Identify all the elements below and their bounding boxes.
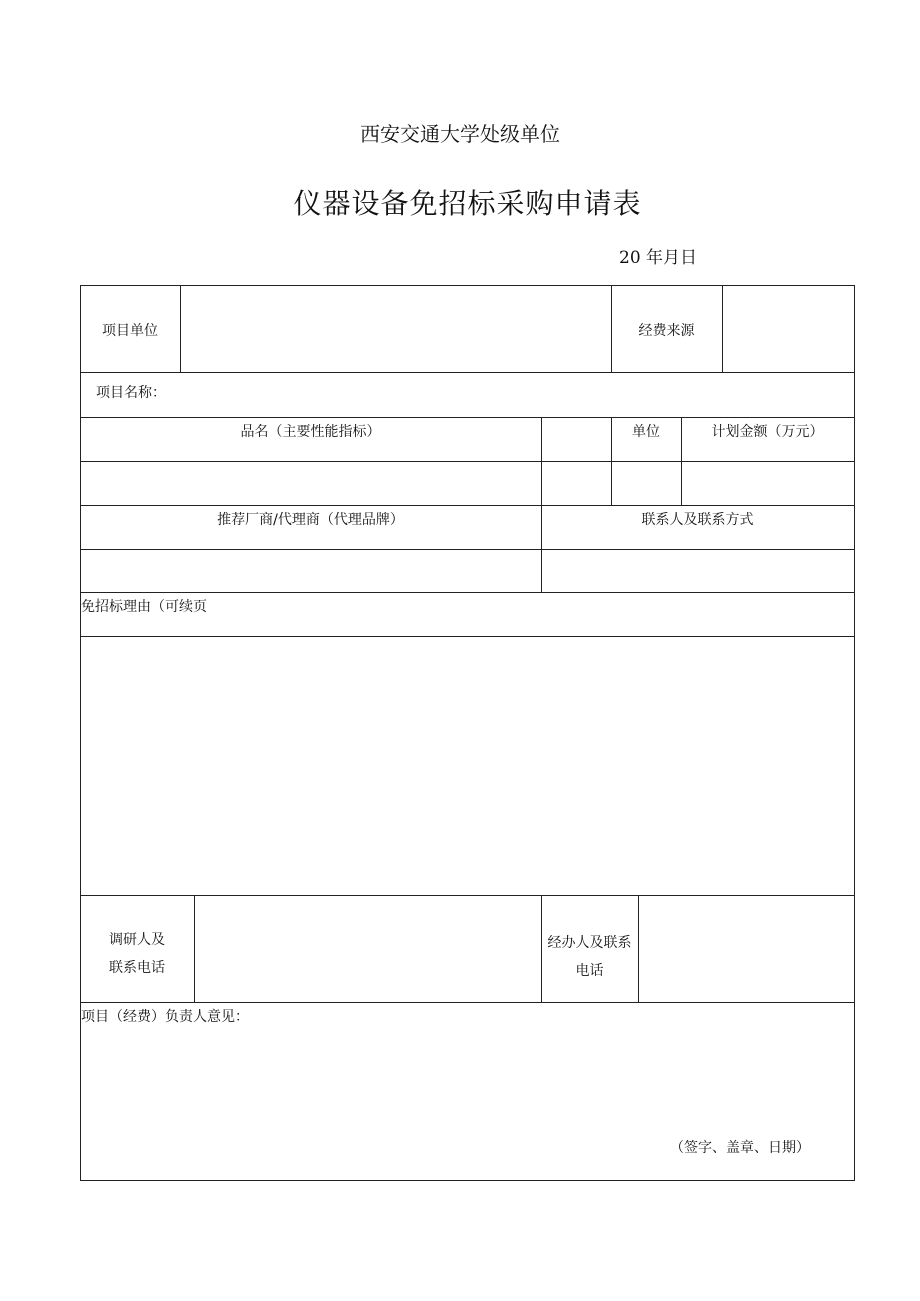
researcher-field[interactable] bbox=[195, 896, 541, 1002]
unit-field[interactable] bbox=[612, 462, 681, 505]
item-name-header: 品名（主要性能指标） bbox=[240, 424, 381, 440]
unit-header: 单位 bbox=[632, 424, 660, 440]
quantity-field[interactable] bbox=[542, 462, 611, 505]
contact-field[interactable] bbox=[542, 550, 854, 592]
vendor-header: 推荐厂商/代理商（代理品牌） bbox=[217, 512, 404, 528]
handler-field[interactable] bbox=[639, 896, 854, 1002]
vendor-field[interactable] bbox=[81, 550, 541, 592]
researcher-label bbox=[80, 926, 194, 982]
handler-label-line2: 电话 bbox=[575, 963, 604, 979]
date-line: 20 年月日 bbox=[619, 248, 698, 268]
funding-source-field[interactable] bbox=[723, 286, 854, 372]
leader-opinion-label: 项目（经费）负责人意见： bbox=[81, 1009, 249, 1025]
exemption-reason-label: 免招标理由（可续页 bbox=[81, 599, 207, 615]
planned-amount-header: 计划金额（万元） bbox=[711, 424, 824, 440]
project-name-field[interactable] bbox=[170, 373, 854, 417]
funding-source-label: 经费来源 bbox=[638, 323, 695, 339]
item-name-field[interactable] bbox=[81, 462, 541, 505]
signature-note: （签字、盖章、日期） bbox=[670, 1140, 810, 1156]
project-unit-label: 项目单位 bbox=[102, 323, 158, 339]
handler-label-line1: 经办人及联系 bbox=[547, 935, 632, 951]
researcher-label-line1: 调研人及 bbox=[109, 932, 165, 948]
form-title: 仪器设备免招标采购申请表 bbox=[293, 187, 642, 220]
handler-label bbox=[541, 929, 638, 985]
planned-amount-field[interactable] bbox=[682, 462, 854, 505]
organization-heading: 西安交通大学处级单位 bbox=[360, 122, 560, 146]
project-name-label: 项目名称： bbox=[96, 385, 166, 401]
researcher-label-line2: 联系电话 bbox=[109, 960, 165, 976]
exemption-reason-field[interactable] bbox=[81, 637, 854, 895]
project-unit-field[interactable] bbox=[181, 286, 611, 372]
contact-header: 联系人及联系方式 bbox=[641, 512, 754, 528]
leader-opinion-field[interactable] bbox=[81, 1026, 854, 1126]
